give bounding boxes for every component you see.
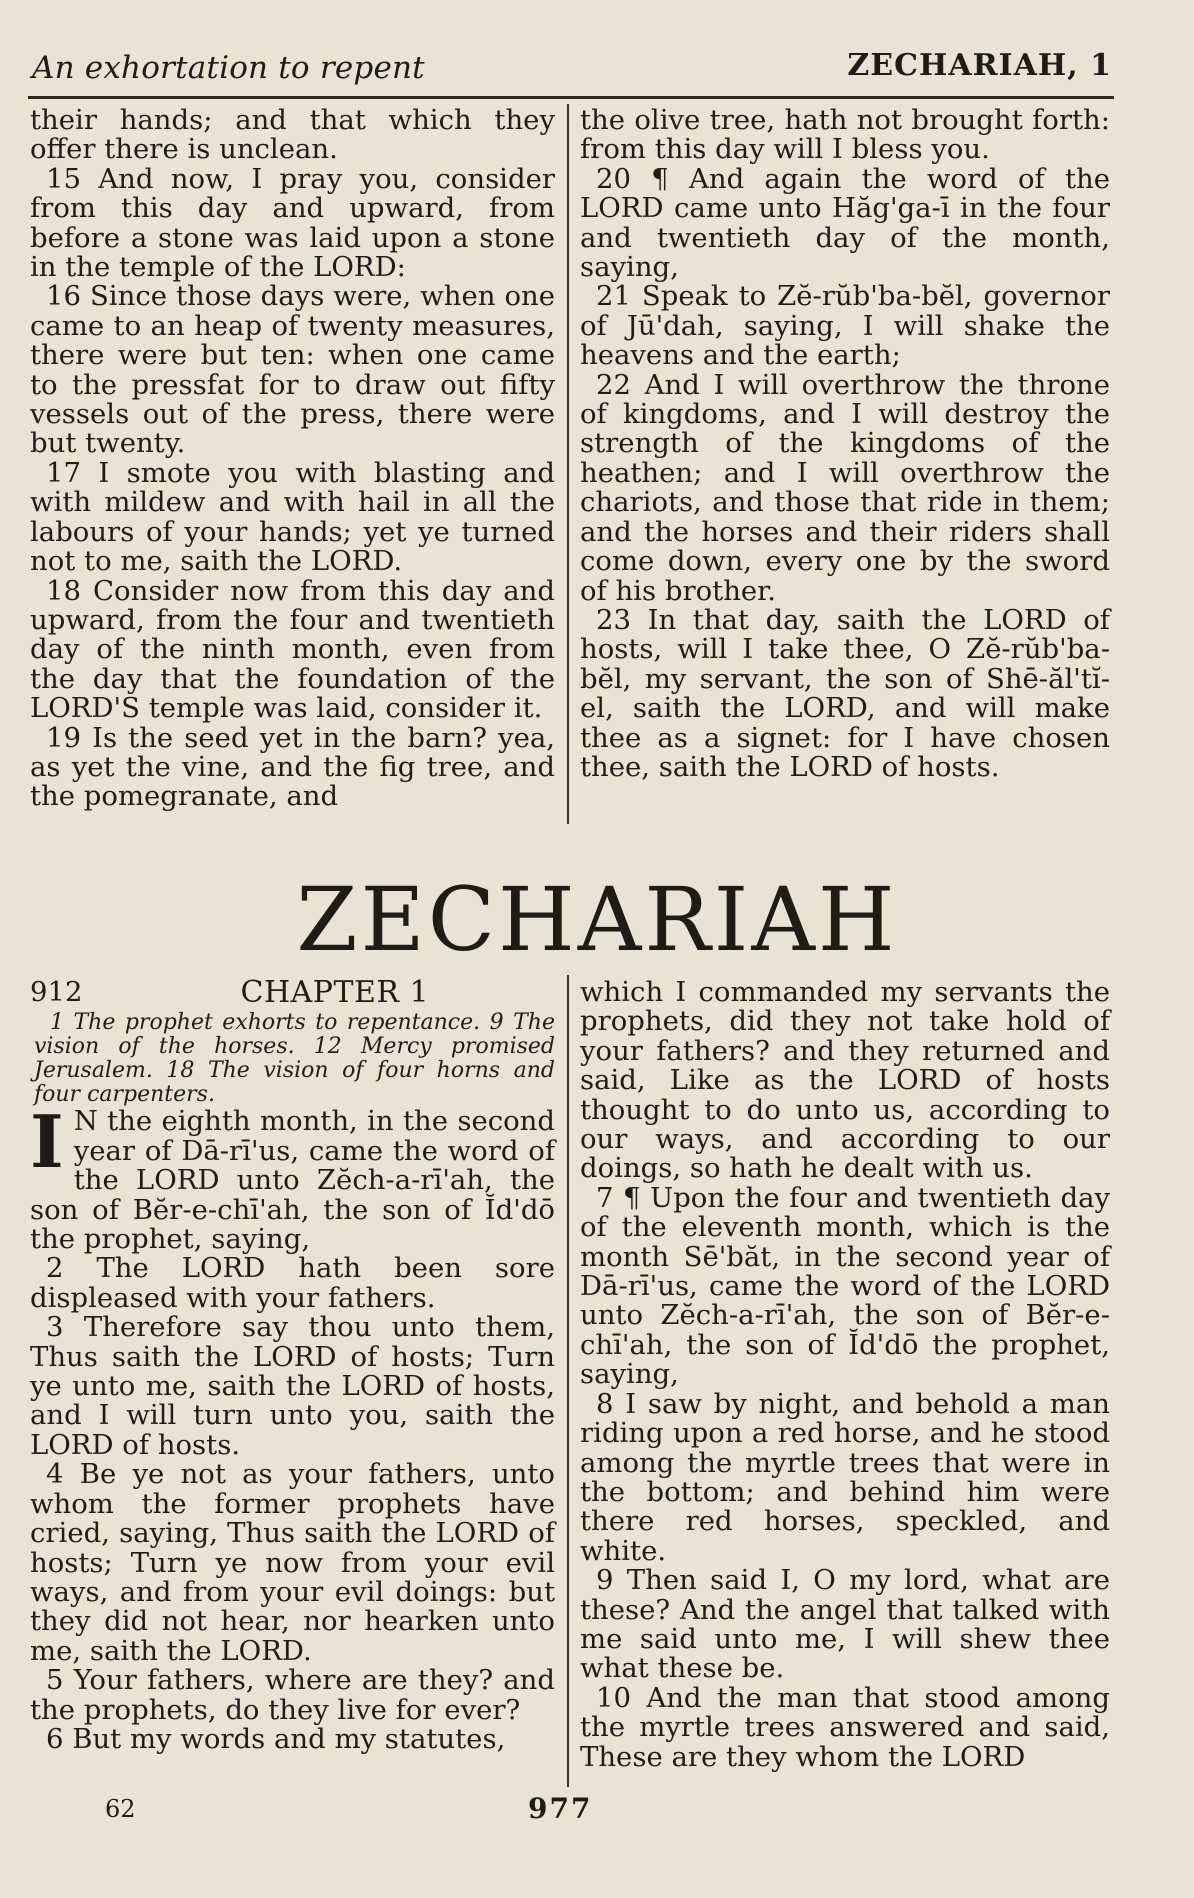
page-number: 977 [528, 1792, 593, 1825]
verse: 4 Be ye not as your fathers, unto whom the former prophets have cried, saying, Thus saith the LORD of hosts; Turn ye now from your evil ways, and from your evil doings: but they did not hear, nor hearken unto me, saith the LORD. [30, 1458, 555, 1667]
verse: 2 The LORD hath been sore displeased with your fathers. [30, 1252, 555, 1314]
verse: 21 Speak to Zĕ-rŭb'ba-bĕl, governor of Jū'dah, saying, I will shake the heavens and the earth; [580, 280, 1110, 372]
verse: the olive tree, hath not brought forth: from this day will I bless you. [580, 104, 1110, 166]
header-rule [28, 96, 1114, 99]
first-verse [30, 1099, 555, 1256]
chapter-summary: 1 The prophet exhorts to repentance. 9 The vision of the horses. 12 Mercy promised Jerusalem. 18 The vision of four horns and four carpenters. [34, 1010, 555, 1108]
verse: 9 Then said I, O my lord, what are these? And the angel that talked with me said unto me, I will shew thee what these be. [580, 1564, 1110, 1685]
reference-number: 912 [30, 976, 83, 1008]
column-divider-bottom [567, 975, 569, 1787]
verse: 19 Is the seed yet in the barn? yea, as yet the vine, and the fig tree, and the pomegranate, and [30, 721, 555, 813]
verse: 3 Therefore say thou unto them, Thus saith the LORD of hosts; Turn ye unto me, saith the LORD of hosts, and I will turn unto you, saith the LORD of hosts. [30, 1311, 555, 1461]
verse: 23 In that day, saith the LORD of hosts, will I take thee, O Zĕ-rŭb'ba-bĕl, my servant, the son of Shē-ăl'tĭ-el, saith the LORD, and will make thee as a signet: for I have chosen thee, saith the LORD of hosts. [580, 603, 1110, 783]
verse: 20 ¶ And again the word of the LORD came unto Hăg'ga-ī in the four and twentieth day of the month, saying, [580, 162, 1110, 284]
footer-left-number: 62 [105, 1795, 136, 1823]
verse: which I commanded my servants the prophets, did they not take hold of your fathers? and they returned and said, Like as the LORD of hosts thought to do unto us, according to our ways, and according to our doings, so hath he dealt with us. [580, 976, 1110, 1185]
column-divider-top [567, 104, 569, 824]
verse: their hands; and that which they offer there is unclean. [30, 104, 555, 166]
running-head-right: ZECHARIAH, 1 [847, 48, 1112, 83]
verse: 22 And I will overthrow the throne of kingdoms, and I will destroy the strength of the kingdoms of the heathen; and I will overthrow the chariots, and those that ride in them; and the horses and their riders shall come down, every one by the sword of his brother. [580, 368, 1110, 607]
verse: 16 Since those days were, when one came to an heap of twenty measures, there were but ten: when one came to the pressfat for to draw out fifty vessels out of the press, there were but twenty. [30, 280, 555, 460]
chapter-right-column [580, 978, 1110, 1772]
verse: 17 I smote you with blasting and with mildew and with hail in all the labours of your hands; yet ye turned not to me, saith the LORD. [30, 456, 555, 578]
verse: 18 Consider now from this day and upward, from the four and twentieth day of the ninth month, even from the day that the foundation of the LORD'S temple was laid, consider it. [30, 574, 555, 725]
drop-cap: I [30, 1099, 64, 1185]
verse: 7 ¶ Upon the four and twentieth day of the eleventh month, which is the month Sē'băt, in the second year of Dā-rī'us, came the word of the LORD unto Zĕch-a-rī'ah, the son of Bĕr-e-chī'ah, the son of Ĭd'dō the prophet, saying, [580, 1181, 1110, 1391]
chapter-heading: CHAPTER 1 [240, 975, 430, 1010]
top-right-column [580, 106, 1110, 782]
verse: 15 And now, I pray you, consider from this day and upward, from before a stone was laid upon a stone in the temple of the LORD: [30, 162, 555, 284]
verse: 10 And the man that stood among the myrtle trees answered and said, These are they whom the LORD [580, 1681, 1110, 1773]
first-verse-text: N the eighth month, in the second year of Dā-rī'us, came the word of the LORD unto Zĕch-a-rī'ah, the son of Bĕr-e-chī'ah, the son of Ĭd'dō the prophet, saying, [30, 1105, 555, 1256]
book-title: ZECHARIAH [296, 868, 898, 971]
chapter-left-column [30, 975, 555, 1755]
top-left-column [30, 106, 555, 812]
verse: 8 I saw by night, and behold a man riding upon a red horse, and he stood among the myrtle trees that were in the bottom; and behind him were there red horses, speckled, and white. [580, 1387, 1110, 1567]
chapter-heading-line [30, 975, 555, 1010]
verse: 6 But my words and my statutes, [46, 1722, 506, 1755]
verse: 5 Your fathers, where are they? and the prophets, do they live for ever? [30, 1664, 555, 1726]
running-head-left: An exhortation to repent [32, 50, 425, 86]
